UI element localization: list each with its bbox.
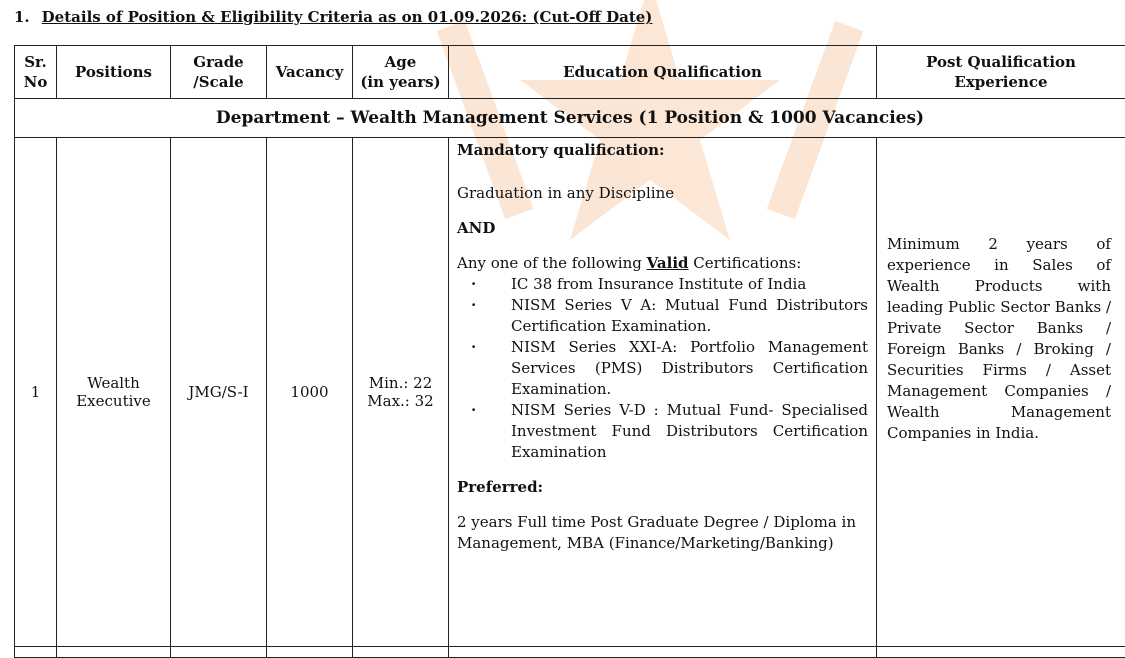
- table-row: [15, 138, 1125, 647]
- list-item: · IC 38 from Insurance Institute of India: [511, 274, 868, 295]
- cell-position: Wealth Executive: [57, 138, 171, 647]
- header-experience: Post Qualification Experience: [877, 46, 1125, 99]
- department-title: Department – Wealth Management Services (1 Position & 1000 Vacancies): [15, 99, 1125, 138]
- cert-intro-valid: Valid: [647, 254, 689, 272]
- header-row: [15, 46, 1125, 99]
- cell-grade: JMG/S-I: [171, 138, 267, 647]
- header-education: Education Qualification: [449, 46, 877, 99]
- cert-intro-prefix: Any one of the following: [457, 254, 647, 272]
- eligibility-table: [14, 45, 1125, 658]
- header-sr-no: Sr. No: [15, 46, 57, 99]
- cell-experience: Minimum 2 years of experience in Sales of Wealth Products with leading Public Sector Banks / Private Sector Banks / Foreign Banks / Broking / Securities Firms / Asset Management Companies / Wealth Management Companies in India.: [877, 138, 1125, 647]
- section-number: 1.: [14, 8, 30, 26]
- preferred-text: 2 years Full time Post Graduate Degree / Diploma in Management, MBA (Finance/Marketing/Banking): [457, 512, 868, 554]
- preferred-label: Preferred:: [457, 477, 868, 498]
- list-item: · NISM Series V-D : Mutual Fund- Specialised Investment Fund Distributors Certification Examination: [511, 400, 868, 463]
- list-item: · NISM Series XXI-A: Portfolio Management Services (PMS) Distributors Certification Examination.: [511, 337, 868, 400]
- section-heading: [14, 8, 652, 26]
- header-positions: Positions: [57, 46, 171, 99]
- list-item: · NISM Series V A: Mutual Fund Distributors Certification Examination.: [511, 295, 868, 337]
- cell-sr-no: 1: [15, 138, 57, 647]
- cell-age: Min.: 22 Max.: 32: [353, 138, 449, 647]
- graduation-text: Graduation in any Discipline: [457, 183, 868, 204]
- header-grade: Grade /Scale: [171, 46, 267, 99]
- header-age: Age (in years): [353, 46, 449, 99]
- department-row: [15, 99, 1125, 138]
- cert-intro: [457, 253, 868, 274]
- header-vacancy: Vacancy: [267, 46, 353, 99]
- certification-list: [457, 274, 868, 463]
- cell-education: [449, 138, 877, 647]
- section-title: Details of Position & Eligibility Criteria as on 01.09.2026: (Cut-Off Date): [42, 8, 653, 26]
- and-label: AND: [457, 218, 868, 239]
- table-row-next: [15, 647, 1125, 658]
- mandatory-label: Mandatory qualification:: [457, 140, 868, 161]
- cert-intro-suffix: Certifications:: [689, 254, 802, 272]
- cell-vacancy: 1000: [267, 138, 353, 647]
